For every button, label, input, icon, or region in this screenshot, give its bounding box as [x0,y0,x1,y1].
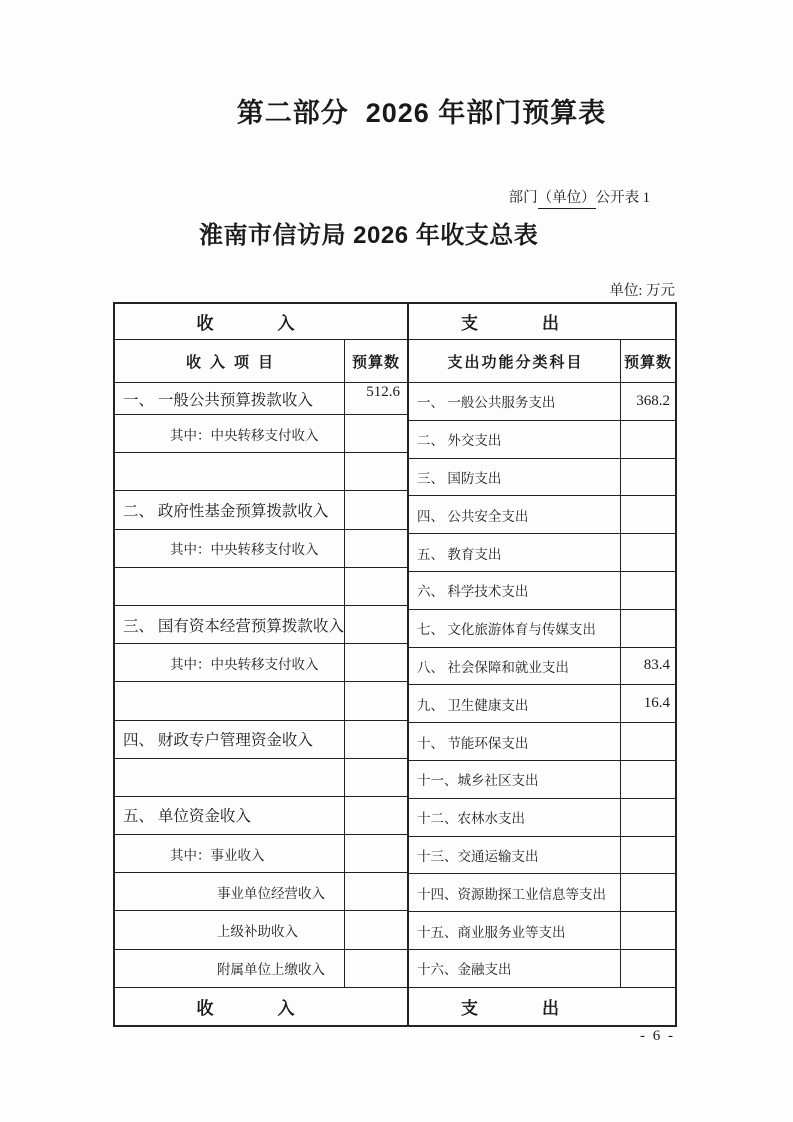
expense-row [409,459,675,497]
budget-table [113,302,677,1027]
income-item-label: 三、 国有资本经营预算拨款收入 [115,606,345,643]
income-row [115,721,407,759]
expense-item-label: 五、 教育支出 [409,534,621,571]
income-item-label: 其中：中央转移支付收入 [115,415,345,452]
expense-row [409,534,675,572]
expense-section-header [409,304,675,340]
income-row [115,530,407,568]
income-row [115,873,407,911]
expense-column-headers [409,340,675,383]
expense-row [409,572,675,610]
expense-item-label: 七、 文化旅游体育与传媒支出 [409,610,621,647]
expense-budget-column-header: 预算数 [623,354,672,371]
income-budget-column-header: 预算数 [351,354,400,371]
expense-row [409,912,675,950]
expense-item-label: 十二、农林水支出 [409,799,621,836]
income-row [115,682,407,720]
income-row [115,911,407,949]
expense-budget-value [621,572,675,609]
form-label-prefix: 部门 [508,190,538,206]
table-title: 淮南市信访局 2026 年收支总表 [199,222,539,249]
expense-budget-value [621,912,675,949]
expense-footer-title: 支出 [461,998,623,1018]
form-label [509,186,650,207]
income-row [115,453,407,491]
income-budget-value [345,759,407,796]
expense-item-label: 十四、资源勘探工业信息等支出 [409,874,621,911]
income-section-title: 收入 [196,314,359,333]
part-title: 第二部分 2026 年部门预算表 [236,98,607,128]
income-row [115,797,407,835]
income-budget-value [345,797,407,834]
income-budget-value [345,415,407,452]
expense-item-label: 八、 社会保障和就业支出 [409,648,621,685]
expense-item-label: 十一、城乡社区支出 [409,761,621,798]
expense-budget-value [621,496,675,533]
expense-row [409,685,675,723]
expense-budget-value [621,837,675,874]
income-item-label: 其中：事业收入 [115,835,345,872]
income-item-label [115,568,345,605]
expense-row [409,950,675,988]
expense-budget-value [621,459,675,496]
income-row [115,759,407,797]
expense-budget-value [621,799,675,836]
income-budget-value [345,682,407,719]
page-number: - 6 - [640,1028,675,1044]
expense-item-label: 十六、金融支出 [409,950,621,987]
expense-budget-value [621,950,675,987]
expense-budget-value [621,610,675,647]
income-row [115,491,407,529]
expense-row [409,383,675,421]
expense-row [409,837,675,875]
expense-budget-value [621,723,675,760]
form-label-underlined-segment: （单位） [538,190,596,209]
income-budget-value [345,530,407,567]
expense-row [409,799,675,837]
income-row [115,644,407,682]
income-item-label: 四、 财政专户管理资金收入 [115,721,345,758]
income-budget-value [345,950,407,987]
expense-row [409,648,675,686]
expense-row [409,496,675,534]
income-budget-value: 512.6 [366,384,400,400]
expense-item-label: 十五、商业服务业等支出 [409,912,621,949]
expense-item-label: 三、 国防支出 [409,459,621,496]
income-footer [115,988,407,1025]
expense-item-label: 一、 一般公共服务支出 [409,383,621,420]
income-row [115,950,407,988]
income-row [115,568,407,606]
income-footer-title: 收入 [196,998,359,1018]
expense-item-label: 十三、交通运输支出 [409,837,621,874]
income-item-column-header [115,340,345,382]
income-item-label: 一、 一般公共预算拨款收入 [115,383,345,414]
income-row [115,606,407,644]
income-budget-value [345,873,407,910]
income-item-label: 二、 政府性基金预算拨款收入 [115,491,345,528]
income-column-headers [115,340,407,383]
income-budget-value [345,721,407,758]
expense-footer [409,988,675,1025]
income-row [115,415,407,453]
income-item-label [115,759,345,796]
unit-note: 单位: 万元 [609,283,675,299]
expense-item-label: 十、 节能环保支出 [409,723,621,760]
expense-item-label: 二、 外交支出 [409,421,621,458]
income-section-header [115,304,407,340]
income-budget-value [345,453,407,490]
income-row [115,383,407,415]
expense-budget-value [621,874,675,911]
income-item-header-label: 收入项目 [185,354,282,371]
expense-row [409,421,675,459]
income-budget-value [345,644,407,681]
expense-item-label: 四、 公共安全支出 [409,496,621,533]
expense-section [409,304,675,1025]
income-section [115,304,409,1025]
income-budget-value [345,491,407,528]
form-label-suffix: 公开表 1 [595,190,650,206]
income-budget-value [345,606,407,643]
expense-budget-value [621,761,675,798]
expense-budget-value: 368.2 [636,392,670,409]
expense-row [409,610,675,648]
income-budget-value [345,568,407,605]
expense-row [409,723,675,761]
expense-row [409,761,675,799]
income-row [115,835,407,873]
expense-budget-value: 16.4 [643,695,670,712]
income-item-label [115,453,345,490]
expense-item-label: 九、 卫生健康支出 [409,685,621,722]
expense-budget-value: 83.4 [643,657,670,674]
income-item-label: 上级补助收入 [115,911,345,948]
expense-item-column-header [409,340,621,382]
expense-item-label: 六、 科学技术支出 [409,572,621,609]
income-item-label: 五、 单位资金收入 [115,797,345,834]
expense-row [409,874,675,912]
income-item-label: 其中：中央转移支付收入 [115,644,345,681]
expense-budget-value [621,534,675,571]
expense-section-title: 支出 [461,314,623,333]
expense-item-header-label: 支出功能分类科目 [447,354,584,371]
income-item-label: 附属单位上缴收入 [115,950,345,987]
income-budget-value [345,911,407,948]
expense-budget-value [621,421,675,458]
income-budget-value [345,835,407,872]
income-item-label: 事业单位经营收入 [115,873,345,910]
income-item-label [115,682,345,719]
income-item-label: 其中：中央转移支付收入 [115,530,345,567]
